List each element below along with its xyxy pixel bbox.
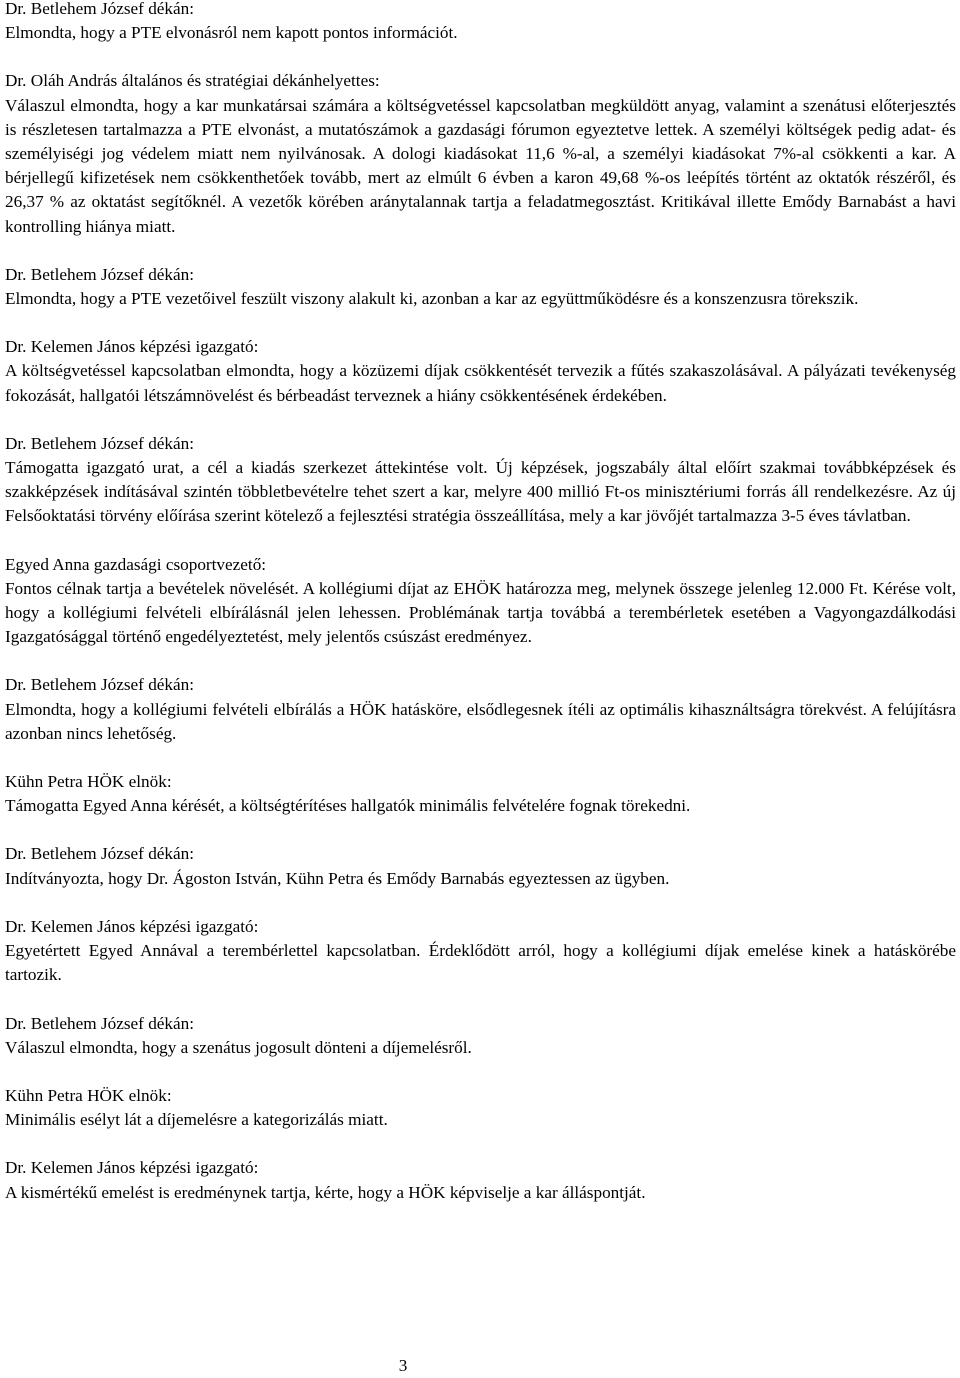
document-body xyxy=(5,0,956,1229)
speech-text: Minimális esélyt lát a díjemelésre a kategorizálás miatt. xyxy=(5,1110,388,1130)
speech-text: Válaszul elmondta, hogy a szenátus jogosult dönteni a díjemelésről. xyxy=(5,1037,472,1057)
speech-text: A költségvetéssel kapcsolatban elmondta, hogy a közüzemi díjak csökkentését tervezik a fűtés szakaszolásával. A pályázati tevékenység fokozását, hallgatói létszámnövelést és bérbeadást terveznek a hiány csökkentésének érdekében. xyxy=(5,361,956,405)
speaker-name: Dr. Betlehem József dékán: xyxy=(5,675,195,695)
speech-block xyxy=(5,553,956,650)
speaker-name: Dr. Kelemen János képzési igazgató: xyxy=(5,337,259,357)
speaker-name: Dr. Kelemen János képzési igazgató: xyxy=(5,1158,259,1178)
speech-text: Egyetértett Egyed Annával a terembérlettel kapcsolatban. Érdeklődött arról, hogy a kollégiumi díjak emelése kinek a hatáskörébe tartozik. xyxy=(5,941,956,985)
speaker-name: Dr. Kelemen János képzési igazgató: xyxy=(5,916,259,936)
speech-block xyxy=(5,1156,956,1204)
speech-block xyxy=(5,335,956,408)
speaker-name: Dr. Betlehem József dékán: xyxy=(5,433,195,453)
speech-block xyxy=(5,69,956,238)
speaker-name: Dr. Betlehem József dékán: xyxy=(5,1013,195,1033)
speech-block xyxy=(5,1084,956,1132)
speech-text: Támogatta igazgató urat, a cél a kiadás szerkezet áttekintése volt. Új képzések, jogszabály által előírt szakmai továbbképzések és szakképzések indításával szintén többletbevételre tehet szert a kar, melyre 400 millió Ft-os minisztériumi forrás áll rendelkezésre. Az új Felsőoktatási törvény előírása szerint kötelező a fejlesztési stratégia összeállítása, mely a kar jövőjét tartalmazza 3-5 éves távlatban. xyxy=(5,458,956,526)
speech-block xyxy=(5,263,956,311)
speech-block xyxy=(5,915,956,988)
speaker-name: Egyed Anna gazdasági csoportvezető: xyxy=(5,554,267,574)
speech-text: Támogatta Egyed Anna kérését, a költségtérítéses hallgatók minimális felvételére fognak törekedni. xyxy=(5,796,691,816)
speaker-name: Dr. Betlehem József dékán: xyxy=(5,264,195,284)
speaker-name: Dr. Oláh András általános és stratégiai dékánhelyettes: xyxy=(5,71,380,91)
speech-text: Indítványozta, hogy Dr. Ágoston István, Kühn Petra és Emődy Barnabás egyeztessen az ügyben. xyxy=(5,868,670,888)
speech-block xyxy=(5,1012,956,1060)
speech-text: Elmondta, hogy a kollégiumi felvételi elbírálás a HÖK hatásköre, elsődlegesnek ítéli az optimális kihasználtságra törekvést. A felújításra azonban nincs lehetőség. xyxy=(5,699,956,743)
speech-text: Fontos célnak tartja a bevételek növelését. A kollégiumi díjat az EHÖK határozza meg, melynek összege jelenleg 12.000 Ft. Kérése volt, hogy a kollégiumi felvételi elbírálásnál jelen lehessen. Problémának tartja továbbá a terembérletek esetében a Vagyongazdálkodási Igazgatósággal történő engedélyeztetést, mely jelentős csúszást eredményez. xyxy=(5,578,956,647)
speech-text: Elmondta, hogy a PTE vezetőivel feszült viszony alakult ki, azonban a kar az együttműködésre és a konszenzusra törekszik. xyxy=(5,289,859,309)
speech-block xyxy=(5,432,956,529)
speech-block xyxy=(5,842,956,890)
speaker-name: Dr. Betlehem József dékán: xyxy=(5,0,195,18)
speaker-name: Kühn Petra HÖK elnök: xyxy=(5,1085,172,1105)
speech-text: A kismértékű emelést is eredménynek tartja, kérte, hogy a HÖK képviselje a kar álláspontját. xyxy=(5,1182,646,1202)
page-number: 3 xyxy=(398,1356,408,1375)
speech-block xyxy=(5,0,956,45)
speech-block xyxy=(5,770,956,818)
speaker-name: Kühn Petra HÖK elnök: xyxy=(5,772,172,792)
speech-text: Elmondta, hogy a PTE elvonásról nem kapott pontos információt. xyxy=(5,23,458,43)
speaker-name: Dr. Betlehem József dékán: xyxy=(5,844,195,864)
speech-block xyxy=(5,673,956,746)
speech-text: Válaszul elmondta, hogy a kar munkatársai számára a költségvetéssel kapcsolatban megküldött anyag, valamint a szenátusi előterjesztés is részletesen tartalmazza a PTE elvonást, a mutatószámok a gazdasági fórumon egyeztetve lettek. A személyi költségek pedig adat- és személyiségi jog védelem miatt nem nyilvánosak. A dologi kiadásokat 11,6 %-al, a személyi kiadásokat 7%-al csökkenti a kar. A bérjellegű kifizetések nem csökkenthetőek tovább, mert az elmúlt 6 évben a karon 49,68 %-os leépítés történt az oktatók részéről, és 26,37 % az oktatást segítőknél. A vezetők körében aránytalannak tartja a feladatmegosztást. Kritikával illette Emődy Barnabást a havi kontrolling hiánya miatt. xyxy=(5,95,956,236)
